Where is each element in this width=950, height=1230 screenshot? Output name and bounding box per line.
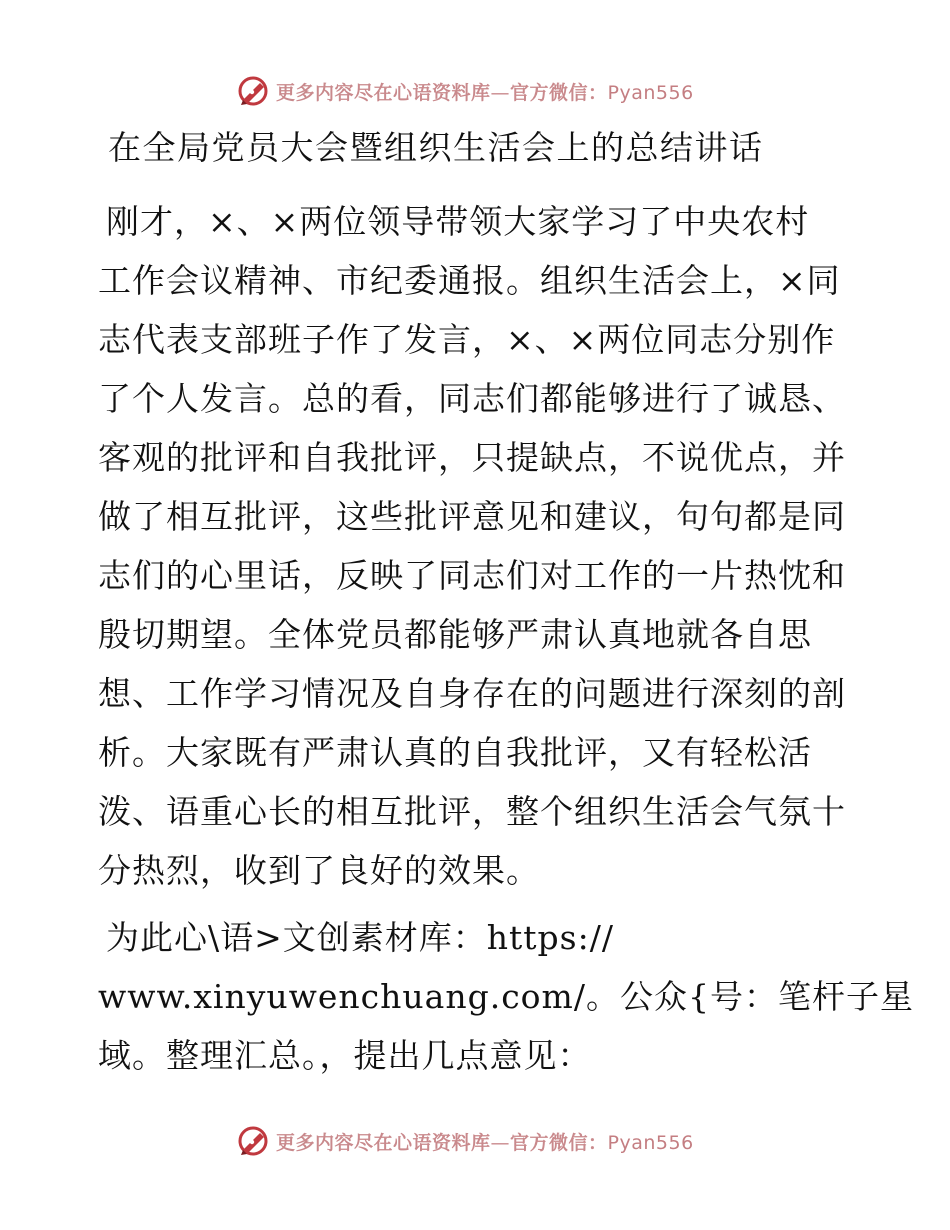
watermark-separator: — <box>490 81 511 104</box>
watermark-id: Pyan556 <box>607 1131 694 1154</box>
paragraph-line: 想、工作学习情况及自身存在的问题进行深刻的剖 <box>98 674 846 713</box>
paragraph-line: 域。整理汇总。，提出几点意见： <box>98 1036 592 1075</box>
paragraph-line: www.xinyuwenchuang.com/。公众{号：笔杆子星 <box>98 977 914 1016</box>
paragraph-line: 刚才，×、×两位领导带领大家学习了中央农村 <box>106 202 810 241</box>
watermark-text <box>276 78 694 105</box>
paragraph-line: 做了相互批评，这些批评意见和建议，句句都是同 <box>98 497 846 536</box>
paragraph-1 <box>98 192 852 900</box>
paragraph-line: 泼、语重心长的相互批评，整个组织生活会气氛十 <box>98 792 846 831</box>
pen-logo-icon <box>236 1124 270 1158</box>
paragraph-line: 工作会议精神、市纪委通报。组织生活会上，×同 <box>98 261 841 300</box>
watermark-main: 更多内容尽在心语资料库 <box>276 81 491 104</box>
paragraph-line: 分热烈，收到了良好的效果。 <box>98 851 540 890</box>
pen-logo-icon <box>236 74 270 108</box>
watermark-label: 官方微信： <box>510 1131 608 1154</box>
paragraph-line: 了个人发言。总的看，同志们都能够进行了诚恳、 <box>98 379 846 418</box>
paragraph-line: 客观的批评和自我批评，只提缺点，不说优点，并 <box>98 438 846 477</box>
document-title: 在全局党员大会暨组织生活会上的总结讲话 <box>108 128 764 167</box>
footer-watermark <box>236 1124 694 1158</box>
paragraph-line: 志们的心里话，反映了同志们对工作的一片热忱和 <box>98 556 846 595</box>
paragraph-line: 析。大家既有严肃认真的自我批评，又有轻松活 <box>98 733 812 772</box>
paragraph-line: 志代表支部班子作了发言，×、×两位同志分别作 <box>98 320 836 359</box>
watermark-text <box>276 1128 694 1155</box>
watermark-separator: — <box>490 1131 511 1154</box>
paragraph-2 <box>98 908 914 1085</box>
watermark-label: 官方微信： <box>510 81 608 104</box>
watermark-id: Pyan556 <box>607 81 694 104</box>
header-watermark <box>236 74 694 108</box>
paragraph-line: 殷切期望。全体党员都能够严肃认真地就各自思 <box>98 615 812 654</box>
watermark-main: 更多内容尽在心语资料库 <box>276 1131 491 1154</box>
paragraph-line: 为此心\语>文创素材库：https:// <box>106 918 614 957</box>
